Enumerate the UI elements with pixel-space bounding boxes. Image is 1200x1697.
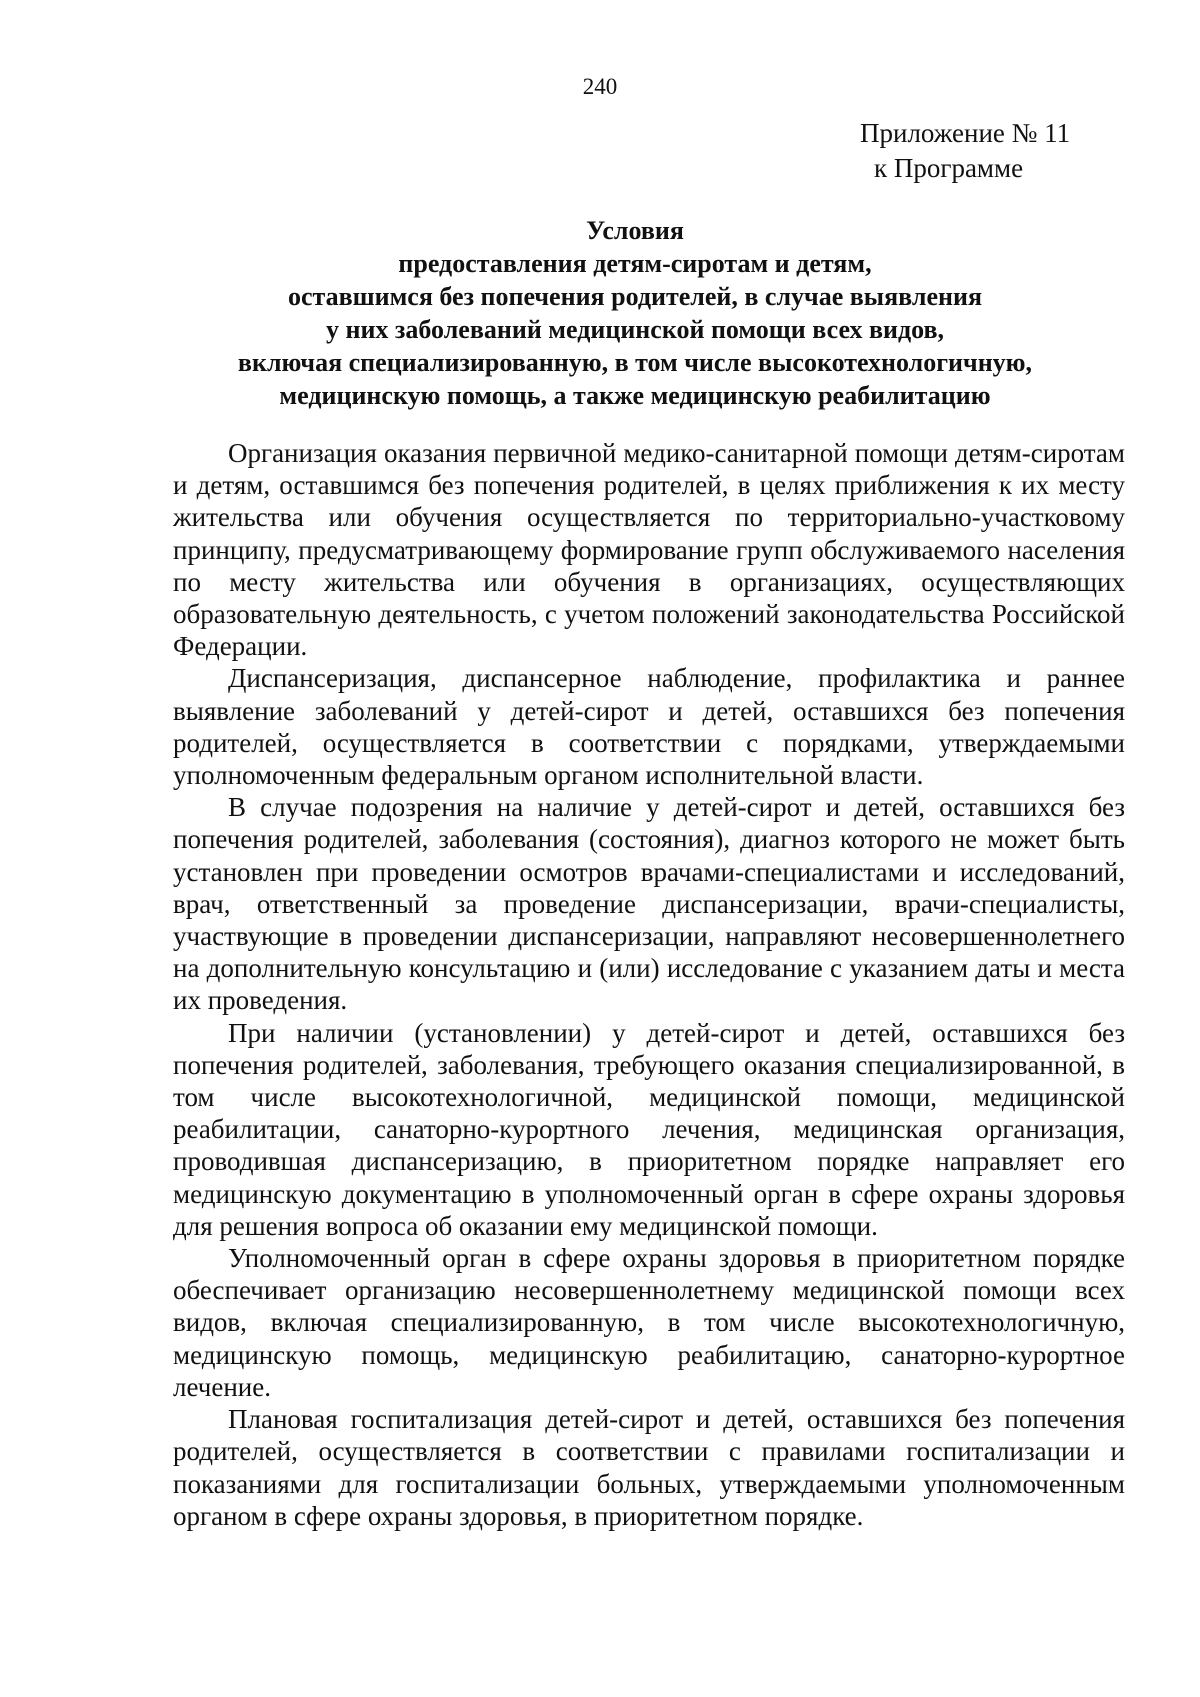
document-body xyxy=(173,437,1125,1532)
appendix-number: Приложение № 11 xyxy=(860,118,1071,148)
paragraph-specialized-care: При наличии (установлении) у детей-сирот и детей, оставшихся без попечения родителей, заболевания, требующего оказания специализированной, в том числе высокотехнологичной, медицинской помощи, медицинской реабилитации, санаторно-курортного лечения, медицинская организация, проводившая диспансеризацию, в приоритетном порядке направляет его медицинскую документацию в уполномоченный орган в сфере охраны здоровья для решения вопроса об оказании ему медицинской помощи. xyxy=(173,1017,1125,1241)
paragraph-authorized-body: Уполномоченный орган в сфере охраны здоровья в приоритетном порядке обеспечивает организацию несовершеннолетнему медицинской помощи всех видов, включая специализированную, в том числе высокотехнологичную, медицинскую помощь, медицинскую реабилитацию, санаторно-курортное лечение. xyxy=(173,1243,1125,1402)
title-line: включая специализированную, в том числе высокотехнологичную, xyxy=(237,348,1033,377)
appendix-reference xyxy=(860,116,1160,186)
paragraph-dispensarization: Диспансеризация, диспансерное наблюдение, профилактика и раннее выявление заболеваний у детей-сирот и детей, оставшихся без попечения родителей, осуществляется в соответствии с порядками, утверждаемыми уполномоченным федеральным органом исполнительной власти. xyxy=(173,663,1125,791)
title-line: медицинскую помощь, а также медицинскую реабилитацию xyxy=(279,381,991,410)
appendix-program: к Программе xyxy=(874,153,1024,183)
page-number: 240 xyxy=(582,74,618,99)
title-line: оставшимся без попечения родителей, в случае выявления xyxy=(287,282,983,311)
paragraph-suspected-disease: В случае подозрения на наличие у детей-сирот и детей, оставшихся без попечения родителей, заболевания (состояния), диагноз которого не может быть установлен при проведении осмотров врачами-специалистами и исследований, врач, ответственный за проведение диспансеризации, врачи-специалисты, участвующие в проведении диспансеризации, направляют несовершеннолетнего на дополнительную консультацию и (или) исследование с указанием даты и места их проведения. xyxy=(173,792,1125,1016)
document-title xyxy=(150,214,1120,412)
title-line: предоставления детям-сиротам и детям, xyxy=(398,249,872,278)
paragraph-hospitalization: Плановая госпитализация детей-сирот и детей, оставшихся без попечения родителей, осуществляется в соответствии с правилами госпитализации и показаниями для госпитализации больных, утверждаемыми уполномоченным органом в сфере охраны здоровья, в приоритетном порядке. xyxy=(173,1404,1125,1531)
paragraph-primary-care: Организация оказания первичной медико-санитарной помощи детям-сиротам и детям, оставшимся без попечения родителей, в целях приближения к их месту жительства или обучения осуществляется по территориально-участковому принципу, предусматривающему формирование групп обслуживаемого населения по месту жительства или обучения в организациях, осуществляющих образовательную деятельность, с учетом положений законодательства Российской Федерации. xyxy=(173,438,1125,662)
title-line: Условия xyxy=(586,216,684,245)
title-line: у них заболеваний медицинской помощи всех видов, xyxy=(325,315,945,344)
